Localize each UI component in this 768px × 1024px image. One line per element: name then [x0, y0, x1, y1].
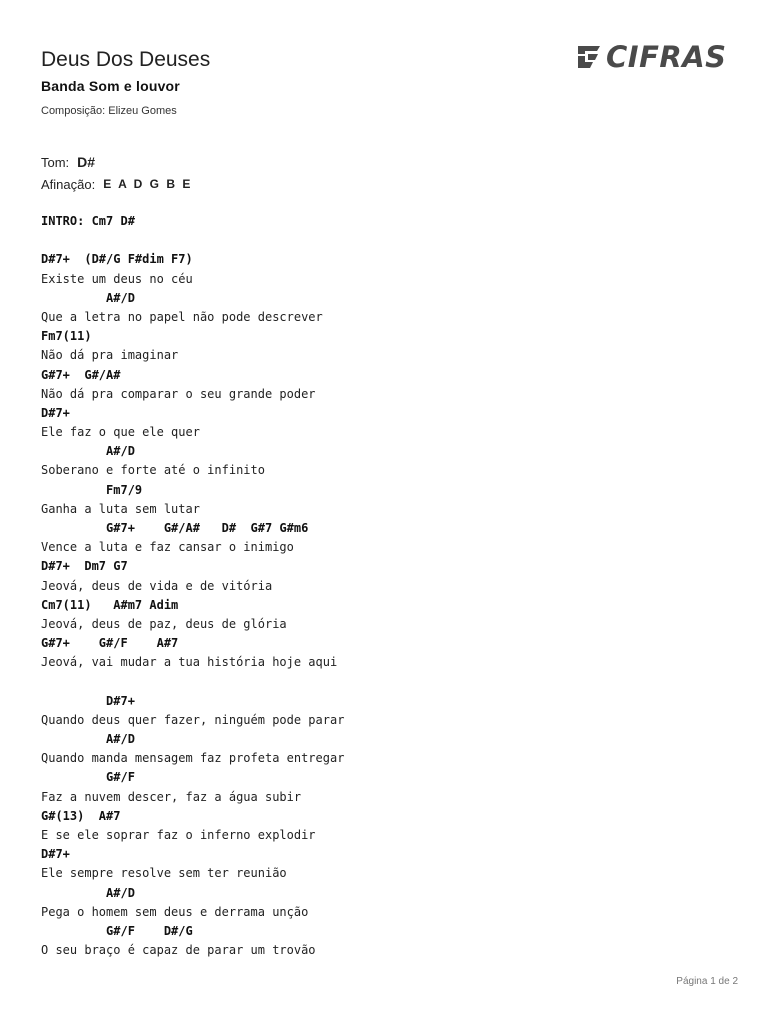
lyric-line: Quando deus quer fazer, ninguém pode parar [41, 712, 345, 727]
blank-line [41, 673, 344, 692]
lyric-line: Faz a nuvem descer, faz a água subir [41, 789, 302, 804]
artist-name: Banda Som e louvor [41, 78, 180, 94]
chord-line: INTRO: Cm7 D# [41, 214, 135, 228]
chord-line: G#7+ G#/A# [41, 367, 121, 382]
song-header [41, 46, 210, 118]
chord-line: D#7+ Dm7 G7 [41, 559, 128, 574]
chord-line: G#7+ G#/A# D# G#7 G#m6 [41, 521, 309, 535]
cifras-logo-text: CIFRAS [606, 40, 727, 74]
chord-line: G#/F [41, 770, 135, 785]
chord-line: G#7+ G#/F A#7 [41, 636, 179, 651]
lyric-line: Jeová, vai mudar a tua história hoje aqui [41, 655, 338, 670]
chord-sheet [41, 212, 344, 960]
lyric-line: Ele faz o que ele quer [41, 425, 200, 440]
chord-line: Fm7(11) [41, 329, 92, 344]
tuning-value: E A D G B E [103, 177, 193, 191]
tuning-row [41, 173, 192, 195]
lyric-line: Ganha a luta sem lutar [41, 501, 200, 516]
lyric-line: Não dá pra imaginar [41, 348, 179, 363]
page-number: Página 1 de 2 [676, 976, 738, 987]
chord-line: D#7+ [41, 405, 70, 420]
lyric-line: Existe um deus no céu [41, 271, 193, 286]
song-title: Deus Dos Deuses [41, 48, 211, 71]
lyric-line: Quando manda mensagem faz profeta entregar [41, 751, 345, 766]
chord-line: D#7+ (D#/G F#dim F7) [41, 252, 193, 267]
lyric-line: Que a letra no papel não pode descrever [41, 309, 323, 324]
chord-line: G#(13) A#7 [41, 808, 121, 823]
composer-credit: Composição: Elizeu Gomes [41, 105, 177, 117]
chord-line: D#7+ [41, 693, 135, 708]
lyric-line: Ele sempre resolve sem ter reunião [41, 866, 287, 881]
tom-row [41, 151, 192, 173]
chord-line: A#/D [41, 444, 135, 459]
tom-label: Tom: [41, 154, 70, 170]
lyric-line: Pega o homem sem deus e derrama unção [41, 904, 309, 919]
lyric-line: Vence a luta e faz cansar o inimigo [41, 540, 294, 555]
blank-line [41, 231, 344, 250]
chord-line: A#/D [41, 885, 135, 900]
lyric-line: Jeová, deus de vida e de vitória [41, 578, 273, 593]
cifras-logo-icon [576, 43, 604, 71]
chord-line: Cm7(11) A#m7 Adim [41, 597, 179, 612]
chord-line: Fm7/9 [41, 482, 143, 497]
cifras-logo [576, 40, 727, 74]
lyric-line: O seu braço é capaz de parar um trovão [41, 943, 316, 958]
lyric-line: Jeová, deus de paz, deus de glória [41, 616, 287, 631]
chord-line: A#/D [41, 732, 135, 747]
chord-line: D#7+ [41, 847, 70, 862]
chord-line: A#/D [41, 290, 135, 305]
chord-line: G#/F D#/G [41, 923, 193, 938]
song-meta [41, 151, 192, 195]
tuning-label: Afinação: [41, 176, 96, 192]
lyric-line: Soberano e forte até o infinito [41, 463, 265, 478]
lyric-line: Não dá pra comparar o seu grande poder [41, 386, 316, 401]
lyric-line: E se ele soprar faz o inferno explodir [41, 828, 316, 842]
tom-value[interactable]: D# [77, 154, 96, 170]
